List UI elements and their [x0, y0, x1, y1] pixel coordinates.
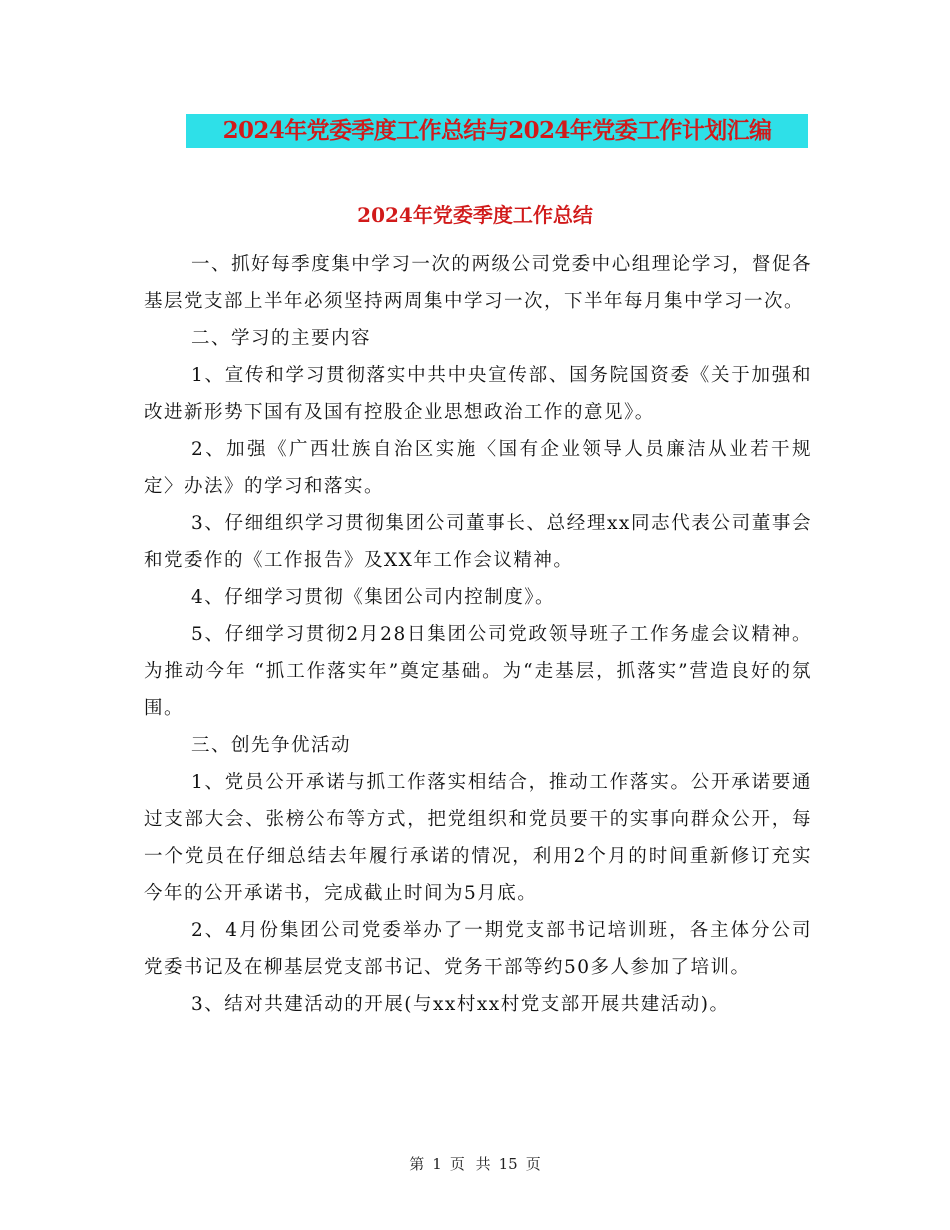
footer-suffix: 页 [525, 1155, 541, 1173]
document-main-title: 2024年党委季度工作总结与2024年党委工作计划汇编 [186, 114, 808, 148]
paragraph: 2、4月份集团公司党委举办了一期党支部书记培训班，各主体分公司党委书记及在柳基层党支部书记、党务干部等约50多人参加了培训。 [144, 920, 812, 978]
page-footer [0, 1153, 950, 1175]
paragraph: 5、仔细学习贯彻2月28日集团公司党政领导班子工作务虚会议精神。为推动今年 “抓工作落实年”奠定基础。为“走基层，抓落实”营造良好的氛围。 [144, 624, 812, 719]
paragraph: 一、抓好每季度集中学习一次的两级公司党委中心组理论学习，督促各基层党支部上半年必须坚持两周集中学习一次，下半年每月集中学习一次。 [144, 254, 812, 312]
footer-page-number: 1 [432, 1155, 442, 1173]
paragraph: 3、结对共建活动的开展(与xx村xx村党支部开展共建活动)。 [191, 994, 730, 1015]
footer-middle: 页 共 [449, 1155, 491, 1173]
section-title: 2024年党委季度工作总结 [357, 203, 593, 227]
paragraph: 1、宣传和学习贯彻落实中共中央宣传部、国务院国资委《关于加强和改进新形势下国有及国有控股企业思想政治工作的意见》。 [144, 365, 812, 423]
paragraph: 3、仔细组织学习贯彻集团公司董事长、总经理xx同志代表公司董事会和党委作的《工作报告》及XX年工作会议精神。 [144, 513, 812, 571]
footer-prefix: 第 [409, 1155, 425, 1173]
document-body [144, 246, 812, 1023]
paragraph: 2、加强《广西壮族自治区实施〈国有企业领导人员廉洁从业若干规定〉办法》的学习和落实。 [144, 439, 812, 497]
paragraph: 1、党员公开承诺与抓工作落实相结合，推动工作落实。公开承诺要通过支部大会、张榜公布等方式，把党组织和党员要干的实事向群众公开，每一个党员在仔细总结去年履行承诺的情况，利用2个月的时间重新修订充实今年的公开承诺书，完成截止时间为5月底。 [144, 772, 812, 904]
paragraph: 二、学习的主要内容 [191, 328, 372, 349]
paragraph: 三、创先争优活动 [191, 735, 352, 756]
paragraph: 4、仔细学习贯彻《集团公司内控制度》。 [191, 587, 556, 608]
footer-total-pages: 15 [498, 1155, 518, 1173]
